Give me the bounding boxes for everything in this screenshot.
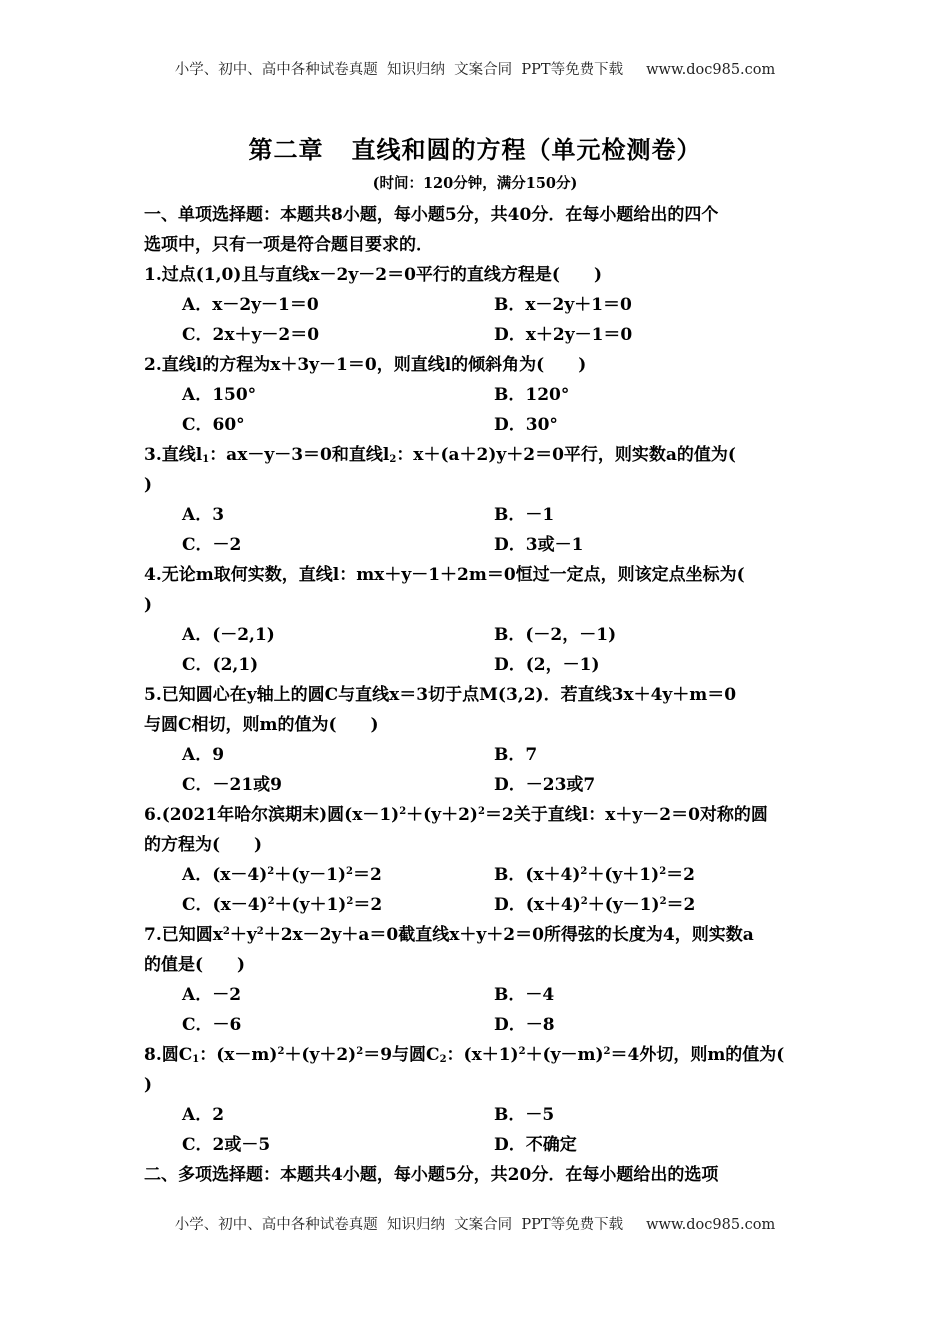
q7-option-d: D．－8: [494, 1015, 555, 1035]
q6-d-exp-2: 2: [659, 896, 667, 907]
question-7-stem-cont: 的值是( ): [144, 955, 246, 975]
question-3-options-row2: [144, 530, 810, 560]
q3-option-c: C．－2: [182, 535, 242, 555]
q6-option-d: [494, 890, 806, 920]
q1-option-d: D．x＋2y－1＝0: [494, 325, 633, 345]
question-2-options-row2: [144, 410, 810, 440]
q5-option-c: C．－21或9: [182, 775, 283, 795]
q6-text-1: 6.(2021年哈尔滨期末)圆(x－1): [144, 805, 400, 825]
q8-text-3: ＋(y＋2): [284, 1045, 357, 1065]
question-7-options-row1: [144, 980, 810, 1010]
question-3-options-row1: [144, 500, 810, 530]
q7-text-3: ＋2x－2y＋a＝0截直线x＋y＋2＝0所得弦的长度为4，则实数a: [263, 925, 754, 945]
question-1-options-row1: [144, 290, 810, 320]
q6-c-exp-1: 2: [267, 896, 275, 907]
q5-option-b: B．7: [494, 745, 538, 765]
q6-c-part-2: ＋(y＋1): [274, 895, 347, 915]
q6-b-part-1: B．(x＋4): [494, 865, 581, 885]
section-heading-single-choice-cont: 选项中，只有一项是符合题目要求的．: [144, 235, 433, 255]
q7-exponent-2: 2: [256, 926, 264, 937]
q6-a-part-1: A．(x－4): [182, 865, 268, 885]
q3-subscript-1: 1: [202, 454, 210, 465]
q8-option-b: B．－5: [494, 1105, 555, 1125]
q8-text-6: ＋(y－m): [525, 1045, 604, 1065]
q1-option-b: B．x－2y＋1＝0: [494, 295, 632, 315]
q7-text-2: ＋y: [229, 925, 257, 945]
question-1-stem: 1.过点(1,0)且与直线x－2y－2＝0平行的直线方程是( ): [144, 265, 602, 285]
q8-text-5: ：(x＋1): [446, 1045, 519, 1065]
q6-text-3: ＝2关于直线l：x＋y－2＝0对称的圆: [484, 805, 768, 825]
q8-text-4: ＝9与圆C: [363, 1045, 440, 1065]
q6-a-part-2: ＋(y－1): [274, 865, 347, 885]
q7-option-c: C．－6: [182, 1015, 242, 1035]
question-6-options-row2: [144, 890, 810, 920]
q6-option-a: [182, 860, 494, 890]
q4-option-b: B．(－2，－1): [494, 625, 617, 645]
q1-option-c: C．2x＋y－2＝0: [182, 325, 320, 345]
q3-text-2: ：ax－y－3＝0和直线l: [209, 445, 390, 465]
q8-option-c: C．2或－5: [182, 1135, 271, 1155]
q6-c-part-3: ＝2: [353, 895, 383, 915]
q2-option-c: C．60°: [182, 415, 245, 435]
question-8-stem-cont: ): [144, 1075, 153, 1095]
q2-option-a: A．150°: [182, 385, 257, 405]
q6-c-part-1: C．(x－4): [182, 895, 268, 915]
exam-info: (时间：120分钟，满分150分): [372, 175, 578, 192]
question-5-stem: 5.已知圆心在y轴上的圆C与直线x＝3切于点M(3,2)．若直线3x＋4y＋m＝0: [144, 685, 737, 705]
q8-exponent-3: 2: [518, 1046, 526, 1057]
q4-option-c: C．(2,1): [182, 655, 259, 675]
question-6-stem: [144, 800, 810, 830]
q3-subscript-2: 2: [389, 454, 397, 465]
q8-option-d: D．不确定: [494, 1135, 577, 1155]
section-heading-single-choice: 一、单项选择题：本题共8小题，每小题5分，共40分．在每小题给出的四个: [144, 205, 719, 225]
q6-d-part-1: D．(x＋4): [494, 895, 581, 915]
q6-a-exp-2: 2: [346, 866, 353, 877]
q7-option-a: A．－2: [182, 985, 242, 1005]
q8-subscript-1: 1: [192, 1054, 200, 1065]
question-5-stem-cont: 与圆C相切，则m的值为( ): [144, 715, 379, 735]
q6-d-part-2: ＋(y－1): [587, 895, 660, 915]
q6-a-part-3: ＝2: [352, 865, 382, 885]
question-8-options-row1: [144, 1100, 810, 1130]
q3-text-3: ：x＋(a＋2)y＋2＝0平行，则实数a的值为(: [396, 445, 736, 465]
q6-exponent-2: 2: [477, 806, 485, 817]
question-8-options-row2: [144, 1130, 810, 1160]
question-4-stem-cont: ): [144, 595, 153, 615]
q8-exponent-4: 2: [603, 1046, 611, 1057]
q7-text-1: 7.已知圆x: [144, 925, 223, 945]
q6-option-c: [182, 890, 494, 920]
q6-b-part-3: ＝2: [666, 865, 695, 885]
question-7-stem: [144, 920, 810, 950]
q8-option-a: A．2: [182, 1105, 225, 1125]
q3-option-d: D．3或－1: [494, 535, 584, 555]
q6-c-exp-2: 2: [346, 896, 354, 907]
question-8-stem: [144, 1040, 810, 1070]
q4-option-a: A．(－2,1): [182, 625, 275, 645]
page-title: 第二章 直线和圆的方程（单元检测卷）: [248, 135, 702, 164]
q6-b-exp-1: 2: [580, 866, 588, 877]
question-5-options-row2: [144, 770, 810, 800]
q6-b-exp-2: 2: [659, 866, 667, 877]
question-4-options-row2: [144, 650, 810, 680]
exam-content: [144, 200, 810, 1190]
q4-option-d: D．(2，－1): [494, 655, 600, 675]
q3-option-a: A．3: [182, 505, 225, 525]
question-2-stem: 2.直线l的方程为x＋3y－1＝0，则直线l的倾斜角为( ): [144, 355, 587, 375]
q6-a-exp-1: 2: [267, 866, 275, 877]
q3-option-b: B．－1: [494, 505, 555, 525]
q6-d-exp-1: 2: [580, 896, 588, 907]
q2-option-d: D．30°: [494, 415, 558, 435]
q2-option-b: B．120°: [494, 385, 570, 405]
q1-option-a: A．x－2y－1＝0: [182, 295, 319, 315]
q8-text-7: ＝4外切，则m的值为(: [610, 1045, 785, 1065]
q6-exponent-1: 2: [399, 806, 407, 817]
page-header: 小学、初中、高中各种试卷真题 知识归纳 文案合同 PPT等免费下载 www.doc985.com: [174, 62, 776, 78]
q7-exponent-1: 2: [222, 926, 230, 937]
question-6-options-row1: [144, 860, 810, 890]
q3-text-1: 3.直线l: [144, 445, 203, 465]
question-3-stem-cont: ): [144, 475, 153, 495]
question-7-options-row2: [144, 1010, 810, 1040]
question-3-stem: [144, 440, 810, 470]
q6-text-2: ＋(y＋2): [406, 805, 478, 825]
page-footer: 小学、初中、高中各种试卷真题 知识归纳 文案合同 PPT等免费下载 www.doc985.com: [174, 1217, 776, 1233]
q8-subscript-2: 2: [439, 1054, 447, 1065]
q6-d-part-3: ＝2: [666, 895, 696, 915]
question-4-options-row1: [144, 620, 810, 650]
q8-exponent-1: 2: [277, 1046, 285, 1057]
question-1-options-row2: [144, 320, 810, 350]
q8-exponent-2: 2: [356, 1046, 364, 1057]
q5-option-a: A．9: [182, 745, 225, 765]
q8-text-1: 8.圆C: [144, 1045, 193, 1065]
q5-option-d: D．－23或7: [494, 775, 596, 795]
question-4-stem: 4.无论m取何实数，直线l：mx＋y－1＋2m＝0恒过一定点，则该定点坐标为(: [144, 565, 745, 585]
q6-option-b: [494, 860, 806, 890]
q6-b-part-2: ＋(y＋1): [587, 865, 660, 885]
question-2-options-row1: [144, 380, 810, 410]
section-heading-multiple-choice: 二、多项选择题：本题共4小题，每小题5分，共20分．在每小题给出的选项: [144, 1165, 719, 1185]
question-5-options-row1: [144, 740, 810, 770]
q7-option-b: B．－4: [494, 985, 555, 1005]
q8-text-2: ：(x－m): [199, 1045, 278, 1065]
question-6-stem-cont: 的方程为( ): [144, 835, 263, 855]
